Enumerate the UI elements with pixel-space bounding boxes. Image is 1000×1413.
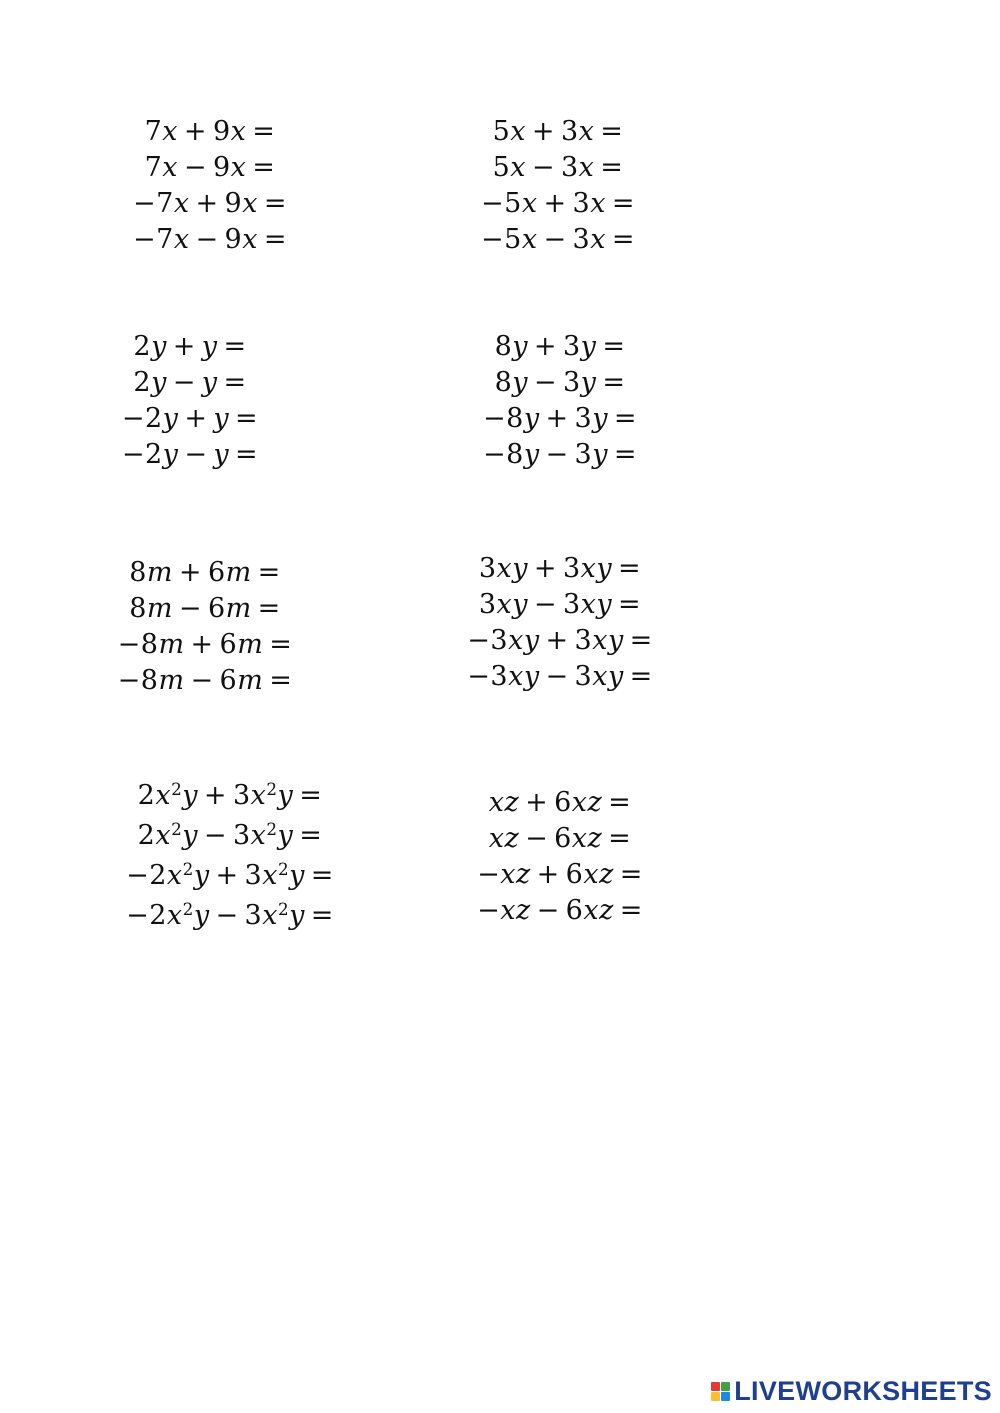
logo-mark-square [711,1382,720,1391]
logo-mark-square [711,1392,720,1401]
logo-mark-square [721,1392,730,1401]
equation-line: −3xy − 3xy = [467,661,653,692]
equation-line: xz − 6xz = [488,823,632,854]
equation-line: $2x^2y + 3x^2y$ = [137,778,323,811]
equation-line: −xz − 6xz = [477,895,643,926]
equation-line: xz + 6xz = [488,787,632,818]
equation-line: −2y − y = [121,439,259,470]
equation-block-4 [460,329,660,473]
equation-line: −2y + y = [121,403,259,434]
equation-line: 7x + 9x = [144,116,276,147]
equation-line: −xz + 6xz = [477,859,643,890]
liveworksheets-logo [711,1376,992,1407]
equation-line: 3xy − 3xy = [478,589,642,620]
equation-line: −8y + 3y = [483,403,637,434]
equation-block-7 [100,776,360,936]
logo-mark-icon [711,1382,730,1401]
equation-block-6 [440,551,680,695]
equation-line: 2y + y = [133,331,247,362]
equation-line: $2x^2y - 3x^2y$ = [137,818,323,851]
equation-line: 8y + 3y = [494,331,626,362]
equation-line: 8m + 6m = [129,557,281,588]
logo-mark-square [721,1382,730,1391]
equation-block-2 [458,114,658,258]
equation-line: −8m − 6m = [117,665,293,696]
equation-line: 8y − 3y = [494,367,626,398]
equation-line: −8m + 6m = [117,629,293,660]
equation-line: −8y − 3y = [483,439,637,470]
logo-text: LIVEWORKSHEETS [734,1376,992,1406]
equation-line: −3xy + 3xy = [467,625,653,656]
equation-line: 5x − 3x = [492,152,624,183]
equation-line: −7x + 9x = [133,188,287,219]
equation-line: 8m − 6m = [129,593,281,624]
equation-line: −5x − 3x = [481,224,635,255]
equation-line: −5x + 3x = [481,188,635,219]
equation-line: 3xy + 3xy = [478,553,642,584]
equation-line: $-2x^2y - 3x^2y$ = [126,898,334,931]
equation-block-3 [90,329,290,473]
equation-line: −7x − 9x = [133,224,287,255]
equation-line: 2y − y = [133,367,247,398]
equation-line: 5x + 3x = [492,116,624,147]
equation-line: 7x − 9x = [144,152,276,183]
equation-line: $-2x^2y + 3x^2y$ = [126,858,334,891]
equation-block-8 [460,785,660,929]
equation-block-1 [110,114,310,258]
equation-block-5 [85,555,325,699]
